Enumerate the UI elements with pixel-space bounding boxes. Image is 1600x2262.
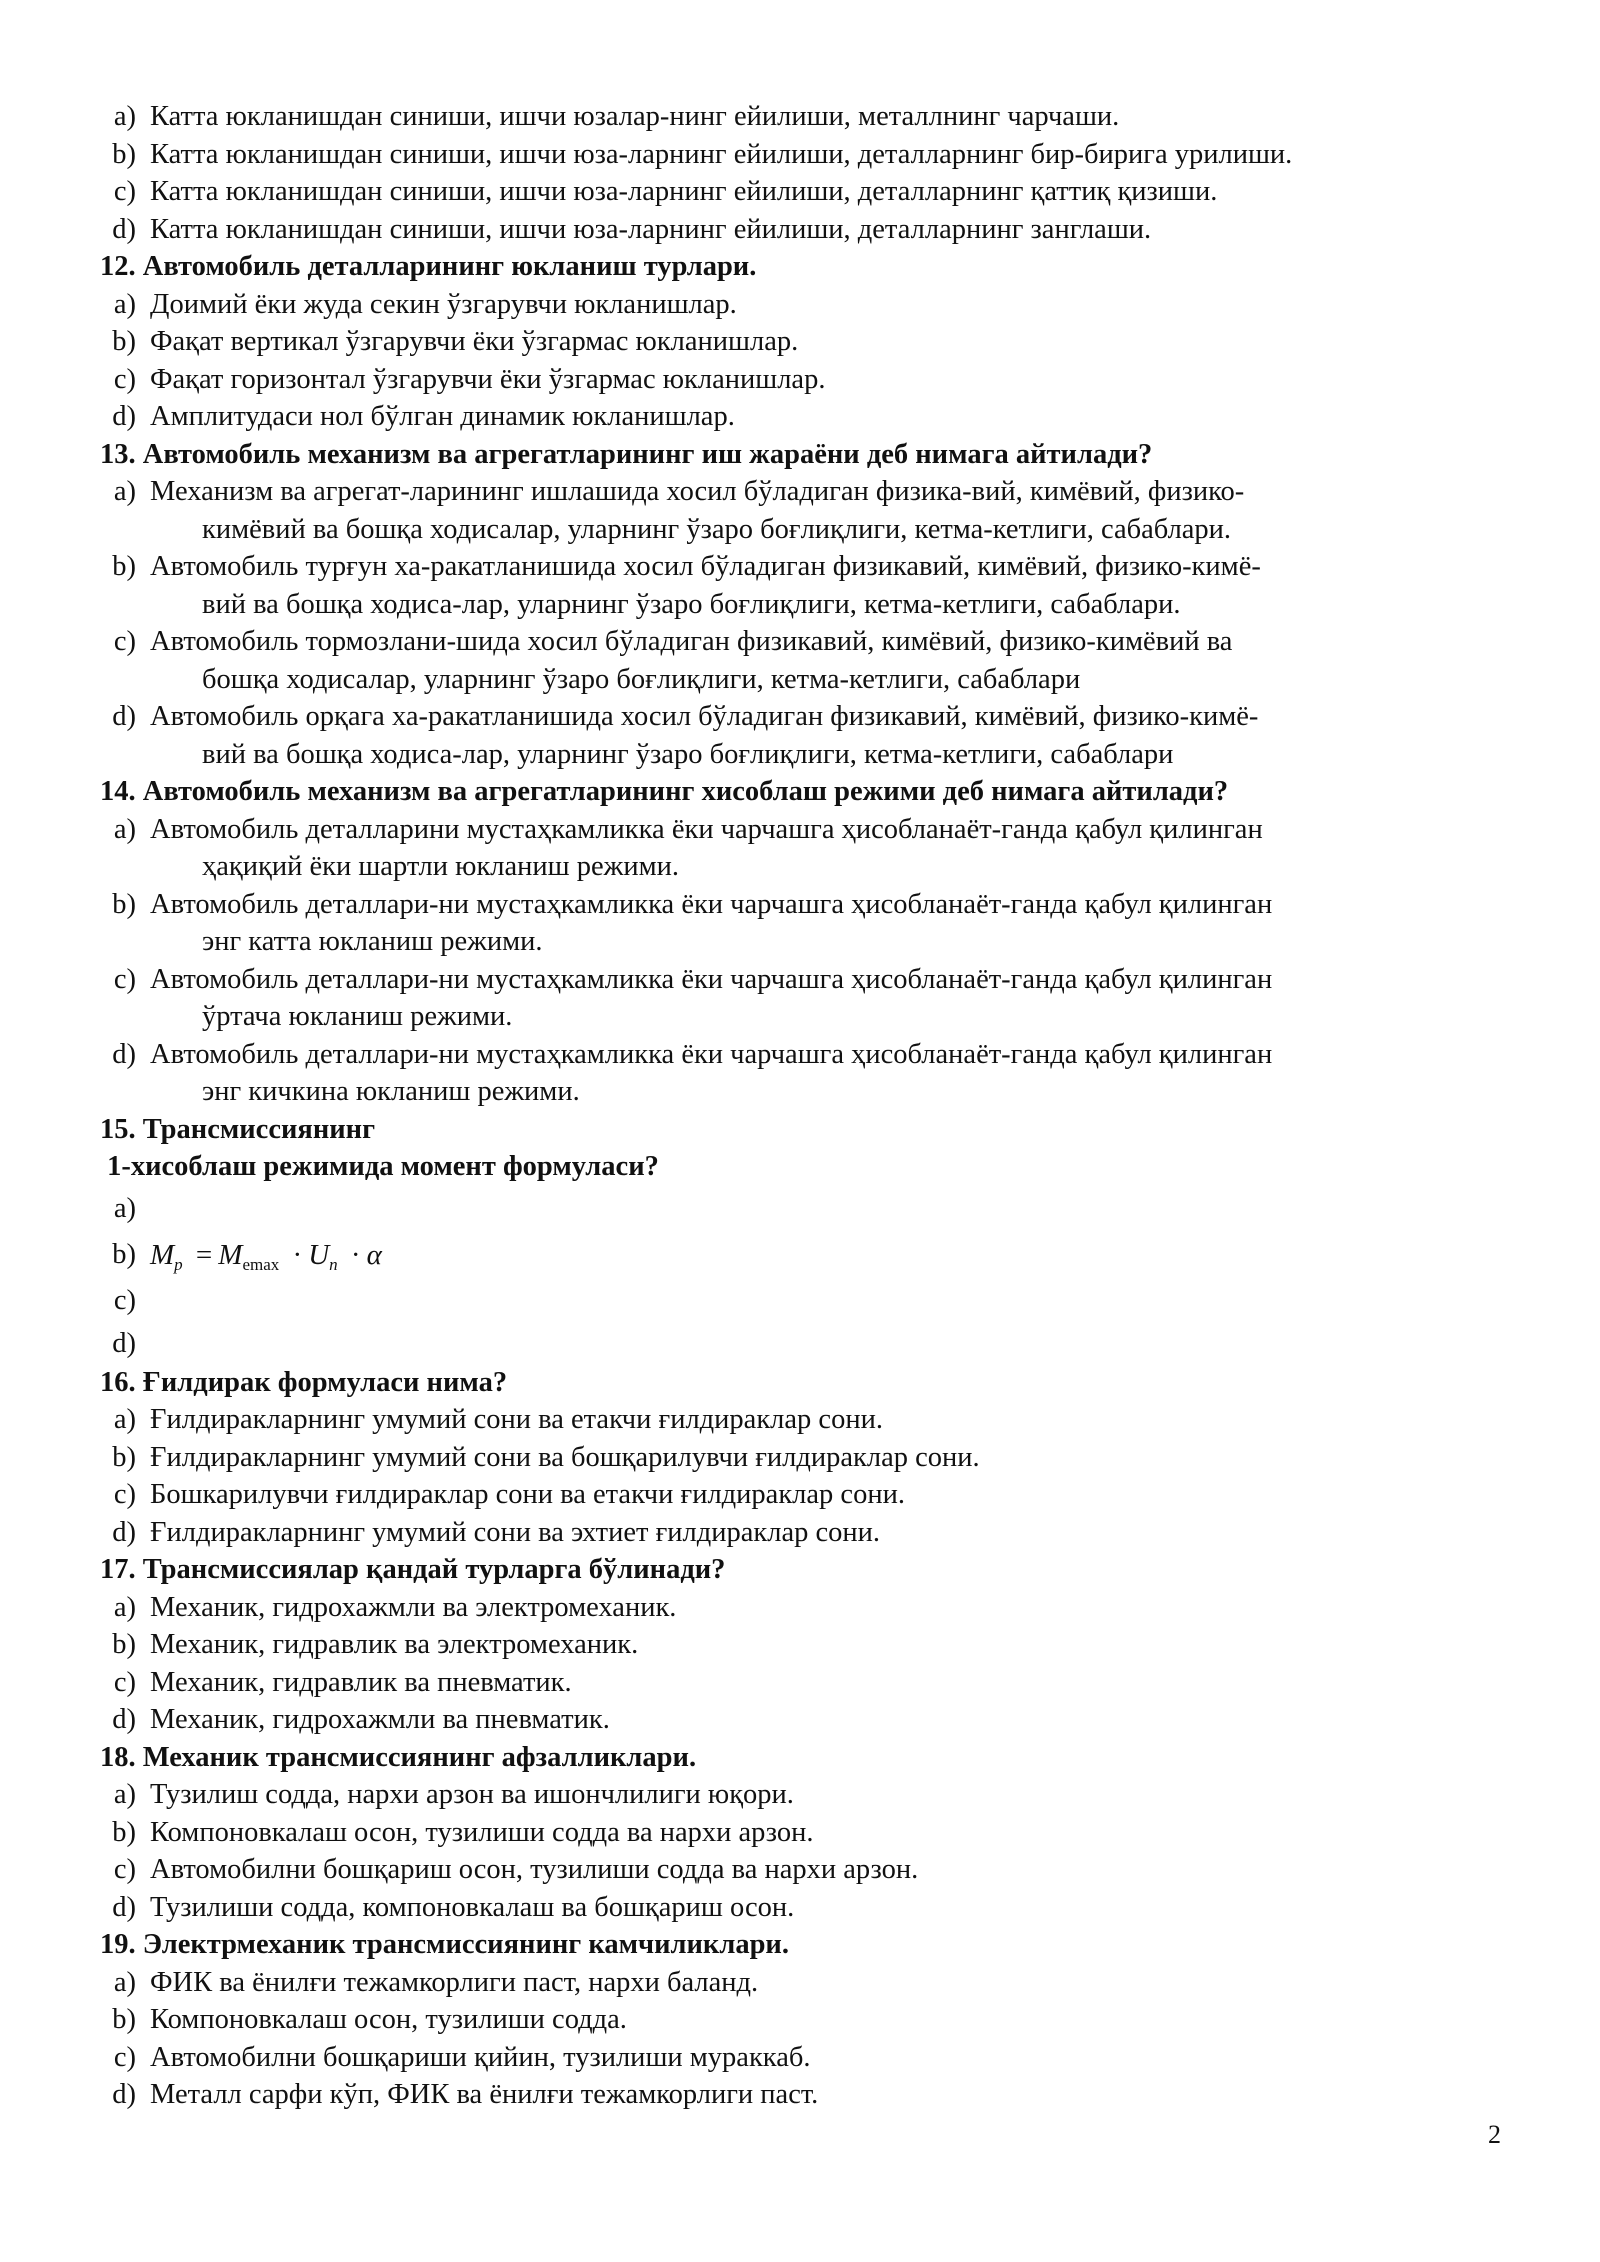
q14-option-a-continuation: ҳақиқий ёки шартли юкланиш режими. [202,851,679,882]
q17-option-b: b) Механик, гидравлик ва электромеханик. [112,1629,639,1660]
q12-option-a: a) Доимий ёки жуда секин ўзгарувчи юкланишлар. [113,288,737,320]
q18-option-b: b) Компоновкалаш осон, тузилиши содда ва нархи арзон. [112,1816,814,1848]
q13-option-b: b) Автомобиль турғун ха-ракатланишида хосил бўладиган физикавий, кимёвий, физико-кимё- [112,551,1261,582]
q12-option-c: c) Фақат горизонтал ўзгарувчи ёки ўзгармас юкланишлар. [113,363,826,395]
q15-title: 15. Трансмиссиянинг [100,1113,376,1145]
q17-option-d: d) Механик, гидрохажмли ва пневматик. [112,1704,610,1735]
q12-option-b: b) Фақат вертикал ўзгарувчи ёки ўзгармас юкланишлар. [112,326,799,357]
q19-option-b: b) Компоновкалаш осон, тузилиши содда. [112,2004,627,2035]
q14-option-a: a) Автомобиль деталларини мустаҳкамликка ёки чарчашга ҳисобланаёт-ганда қабул қилинган [113,813,1263,845]
q16-option-a: a) Ғилдиракларнинг умумий сони ва етакчи ғилдираклар сони. [113,1404,883,1435]
q12-title: 12. Автомобиль деталларининг юкланиш турлари. [100,251,757,282]
q15-option-a: a) [113,1192,136,1224]
q11-option-d: d) Катта юкланишдан синиши, ишчи юза-ларнинг ейилиши, деталларнинг занглаши. [112,213,1152,245]
q12-option-d: d) Амплитудаси нол бўлган динамик юкланишлар. [112,401,735,432]
page-number: 2 [1488,2120,1501,2149]
q13-option-d: d) Автомобиль орқага ха-ракатланишида хосил бўладиган физикавий, кимёвий, физико-кимё- [112,701,1259,732]
q14-title: 14. Автомобиль механизм ва агрегатларининг хисоблаш режими деб нимага айтилади? [100,776,1229,807]
q13-title: 13. Автомобиль механизм ва агрегатларининг иш жараёни деб нимага айтилади? [100,438,1153,470]
q16-option-d: d) Ғилдиракларнинг умумий сони ва эхтиет ғилдираклар сони. [112,1516,881,1548]
moment-formula: $M_p = M_{emax} \cdot U_n \cdot \alpha$ [150,1238,382,1274]
q19-option-d: d) Металл сарфи кўп, ФИК ва ёнилғи тежамкорлиги паст. [112,2079,819,2110]
q17-option-c: c) Механик, гидравлик ва пневматик. [113,1666,572,1698]
q16-option-b: b) Ғилдиракларнинг умумий сони ва бошқарилувчи ғилдираклар сони. [112,1441,980,1473]
q13-option-a-continuation: кимёвий ва бошқа ходисалар, уларнинг ўзаро боғлиқлиги, кетма-кетлиги, сабаблари. [202,513,1232,545]
q14-option-b: b) Автомобиль деталлари-ни мустаҳкамликка ёки чарчашга ҳисобланаёт-ганда қабул қилинган [112,888,1273,920]
q13-option-d-continuation: вий ва бошқа ходиса-лар, уларнинг ўзаро боғлиқлиги, кетма-кетлиги, сабаблари [202,738,1174,770]
q13-option-c: c) Автомобиль тормозлани-шида хосил бўладиган физикавий, кимёвий, физико-кимёвий ва [113,626,1233,657]
q14-option-c-continuation: ўртача юкланиш режими. [202,1001,513,1032]
q18-option-a: a) Тузилиш содда, нархи арзон ва ишончлилиги юқори. [113,1779,794,1810]
q16-option-c: c) Бошкарилувчи ғилдираклар сони ва етакчи ғилдираклар сони. [113,1479,905,1510]
q11-option-c: c) Катта юкланишдан синиши, ишчи юза-ларнинг ейилиши, деталларнинг қаттиқ қизиши. [113,176,1218,207]
page-content [100,98,1520,2114]
q13-option-b-continuation: вий ва бошқа ходиса-лар, уларнинг ўзаро боғлиқлиги, кетма-кетлиги, сабаблари. [202,588,1181,620]
q11-option-a: a) Катта юкланишдан синиши, ишчи юзалар-нинг ейилиши, металлнинг чарчаши. [113,101,1120,132]
q19-option-a: a) ФИК ва ёнилғи тежамкорлиги паст, нархи баланд. [113,1966,759,1998]
q15-option-d: d) [112,1327,136,1359]
q19-option-c: c) Автомобилни бошқариши қийин, тузилиши мураккаб. [113,2041,811,2073]
q18-title: 18. Механик трансмиссиянинг афзалликлари. [100,1741,697,1773]
q18-option-c: c) Автомобилни бошқариш осон, тузилиши содда ва нархи арзон. [113,1854,919,1885]
q14-option-d-continuation: энг кичкина юкланиш режими. [202,1076,580,1107]
q14-option-b-continuation: энг катта юкланиш режими. [202,926,543,957]
q13-option-c-continuation: бошқа ходисалар, уларнинг ўзаро боғлиқлиги, кетма-кетлиги, сабаблари [202,663,1081,695]
q15-title-continuation: 1-хисоблаш режимида момент формуласи? [100,1151,659,1182]
q14-option-c: c) Автомобиль деталлари-ни мустаҳкамликка ёки чарчашга ҳисобланаёт-ганда қабул қилинган [113,963,1273,995]
q15-option-c: c) [113,1284,136,1316]
q17-title: 17. Трансмиссиялар қандай турларга бўлинади? [100,1554,726,1585]
q16-title: 16. Ғилдирак формуласи нима? [100,1366,508,1398]
q18-option-d: d) Тузилиши содда, компоновкалаш ва бошқариш осон. [112,1891,795,1923]
q17-option-a: a) Механик, гидрохажмли ва электромеханик. [113,1591,677,1623]
q15-option-b: b) $M_p = M_{emax} \cdot U_n \cdot \alpha$ [100,1232,1520,1278]
q14-option-d: d) Автомобиль деталлари-ни мустаҳкамликка ёки чарчашга ҳисобланаёт-ганда қабул қилинган [112,1038,1273,1070]
q11-option-b: b) Катта юкланишдан синиши, ишчи юза-ларнинг ейилиши, деталларнинг бир-бирига урилиши. [112,138,1293,170]
q13-option-a: a) Механизм ва агрегат-ларининг ишлашида хосил бўладиган физика-вий, кимёвий, физико- [113,476,1245,507]
q19-title: 19. Электрмеханик трансмиссиянинг камчиликлари. [100,1929,789,1960]
